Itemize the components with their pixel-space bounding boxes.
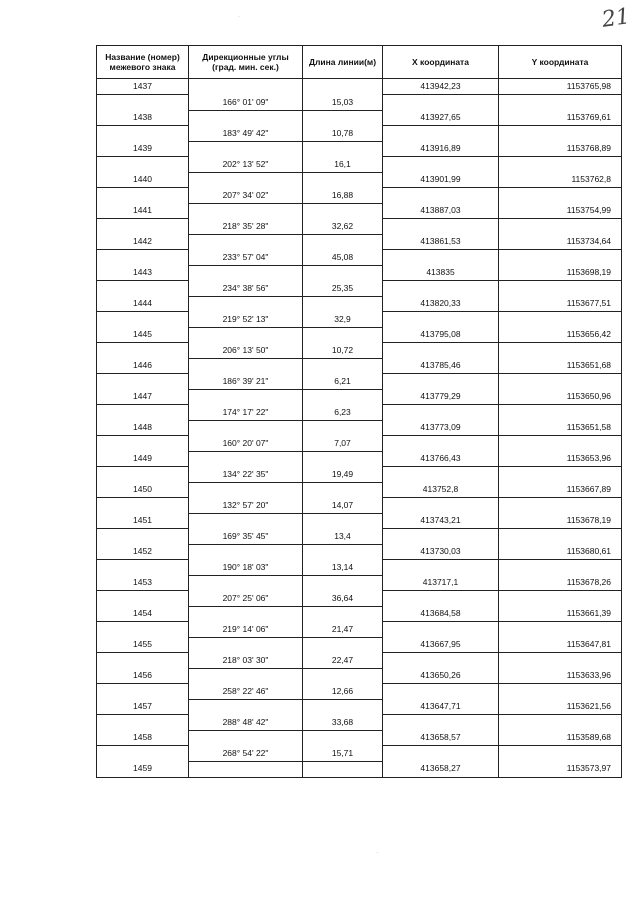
table-body xyxy=(97,79,622,778)
x-coordinate-cell: 413901,99 xyxy=(383,172,499,188)
line-length-cell: 25,35 xyxy=(303,281,383,297)
x-coordinate-cell: 413861,53 xyxy=(383,234,499,250)
y-coordinate-cell xyxy=(499,126,622,142)
direction-angle-cell: 190° 18' 03" xyxy=(189,560,303,576)
line-length-cell: 6,21 xyxy=(303,374,383,390)
mark-row xyxy=(97,761,622,777)
x-coordinate-cell: 413835 xyxy=(383,265,499,281)
direction-angle-cell xyxy=(189,699,303,715)
y-coordinate-cell xyxy=(499,715,622,731)
y-coordinate-cell: 1153653,96 xyxy=(499,451,622,467)
x-coordinate-cell: 413916,89 xyxy=(383,141,499,157)
line-length-cell: 14,07 xyxy=(303,498,383,514)
line-length-cell: 13,14 xyxy=(303,560,383,576)
y-coordinate-cell xyxy=(499,219,622,235)
line-length-cell xyxy=(303,544,383,560)
x-coordinate-cell: 413820,33 xyxy=(383,296,499,312)
line-length-cell: 10,78 xyxy=(303,126,383,142)
direction-angle-cell: 288° 48' 42" xyxy=(189,715,303,731)
x-coordinate-cell: 413650,26 xyxy=(383,668,499,684)
y-coordinate-cell: 1153769,61 xyxy=(499,110,622,126)
mark-name-cell xyxy=(97,529,189,545)
mark-name-cell: 1455 xyxy=(97,637,189,653)
segment-row xyxy=(97,126,622,142)
line-length-cell xyxy=(303,234,383,250)
mark-name-cell xyxy=(97,684,189,700)
line-length-cell: 16,88 xyxy=(303,188,383,204)
y-coordinate-cell: 1153651,68 xyxy=(499,358,622,374)
x-coordinate-cell: 413766,43 xyxy=(383,451,499,467)
direction-angle-cell xyxy=(189,358,303,374)
y-coordinate-cell xyxy=(499,281,622,297)
mark-name-cell xyxy=(97,219,189,235)
y-coordinate-cell: 1153765,98 xyxy=(499,79,622,95)
x-coordinate-cell xyxy=(383,684,499,700)
line-length-cell: 13,4 xyxy=(303,529,383,545)
line-length-cell xyxy=(303,668,383,684)
direction-angle-cell: 233° 57' 04" xyxy=(189,250,303,266)
mark-name-cell xyxy=(97,312,189,328)
direction-angle-cell: 234° 38' 56" xyxy=(189,281,303,297)
header-line-length: Длина линии(м) xyxy=(303,46,383,79)
direction-angle-cell: 186° 39' 21" xyxy=(189,374,303,390)
line-length-cell xyxy=(303,172,383,188)
x-coordinate-cell xyxy=(383,529,499,545)
line-length-cell xyxy=(303,141,383,157)
line-length-cell xyxy=(303,637,383,653)
x-coordinate-cell xyxy=(383,374,499,390)
y-coordinate-cell xyxy=(499,343,622,359)
x-coordinate-cell: 413927,65 xyxy=(383,110,499,126)
header-direction-angle: Дирекционные углы (град. мин. сек.) xyxy=(189,46,303,79)
mark-row xyxy=(97,699,622,715)
mark-name-cell: 1453 xyxy=(97,575,189,591)
x-coordinate-cell: 413647,71 xyxy=(383,699,499,715)
y-coordinate-cell xyxy=(499,684,622,700)
x-coordinate-cell: 413658,27 xyxy=(383,761,499,777)
direction-angle-cell xyxy=(189,234,303,250)
x-coordinate-cell xyxy=(383,560,499,576)
y-coordinate-cell xyxy=(499,374,622,390)
segment-row xyxy=(97,343,622,359)
scan-speck: · xyxy=(376,850,378,856)
x-coordinate-cell: 413773,09 xyxy=(383,420,499,436)
direction-angle-cell xyxy=(189,761,303,777)
y-coordinate-cell: 1153698,19 xyxy=(499,265,622,281)
x-coordinate-cell xyxy=(383,250,499,266)
y-coordinate-cell: 1153621,56 xyxy=(499,699,622,715)
direction-angle-cell xyxy=(189,606,303,622)
mark-row xyxy=(97,172,622,188)
mark-name-cell xyxy=(97,715,189,731)
scan-speck: · xyxy=(238,14,240,20)
mark-row xyxy=(97,296,622,312)
header-mark-name: Название (номер) межевого знака xyxy=(97,46,189,79)
direction-angle-cell xyxy=(189,172,303,188)
y-coordinate-cell: 1153573,97 xyxy=(499,761,622,777)
direction-angle-cell: 268° 54' 22" xyxy=(189,746,303,762)
line-length-cell: 12,66 xyxy=(303,684,383,700)
mark-row xyxy=(97,141,622,157)
segment-row xyxy=(97,746,622,762)
mark-name-cell: 1454 xyxy=(97,606,189,622)
mark-name-cell: 1450 xyxy=(97,482,189,498)
header-y-coordinate: Y координата xyxy=(499,46,622,79)
segment-row xyxy=(97,560,622,576)
y-coordinate-cell: 1153589,68 xyxy=(499,730,622,746)
x-coordinate-cell xyxy=(383,653,499,669)
direction-angle-cell xyxy=(189,265,303,281)
x-coordinate-cell xyxy=(383,95,499,111)
mark-name-cell xyxy=(97,281,189,297)
line-length-cell xyxy=(303,79,383,95)
y-coordinate-cell xyxy=(499,591,622,607)
direction-angle-cell: 169° 35' 45" xyxy=(189,529,303,545)
x-coordinate-cell: 413684,58 xyxy=(383,606,499,622)
line-length-cell xyxy=(303,606,383,622)
segment-row xyxy=(97,405,622,421)
page-number: 21 xyxy=(600,4,632,33)
direction-angle-cell xyxy=(189,420,303,436)
mark-name-cell xyxy=(97,343,189,359)
segment-row xyxy=(97,529,622,545)
mark-row xyxy=(97,327,622,343)
segment-row xyxy=(97,591,622,607)
mark-name-cell: 1459 xyxy=(97,761,189,777)
mark-name-cell: 1437 xyxy=(97,79,189,95)
direction-angle-cell: 218° 35' 28" xyxy=(189,219,303,235)
mark-name-cell: 1442 xyxy=(97,234,189,250)
line-length-cell: 32,62 xyxy=(303,219,383,235)
direction-angle-cell: 207° 25' 06" xyxy=(189,591,303,607)
mark-name-cell: 1451 xyxy=(97,513,189,529)
mark-name-cell: 1440 xyxy=(97,172,189,188)
direction-angle-cell xyxy=(189,451,303,467)
mark-name-cell: 1439 xyxy=(97,141,189,157)
direction-angle-cell xyxy=(189,482,303,498)
line-length-cell: 21,47 xyxy=(303,622,383,638)
line-length-cell xyxy=(303,296,383,312)
x-coordinate-cell: 413667,95 xyxy=(383,637,499,653)
mark-name-cell: 1452 xyxy=(97,544,189,560)
mark-row xyxy=(97,389,622,405)
segment-row xyxy=(97,281,622,297)
mark-row xyxy=(97,637,622,653)
direction-angle-cell: 218° 03' 30" xyxy=(189,653,303,669)
x-coordinate-cell: 413752,8 xyxy=(383,482,499,498)
line-length-cell xyxy=(303,482,383,498)
line-length-cell xyxy=(303,513,383,529)
y-coordinate-cell: 1153661,39 xyxy=(499,606,622,622)
direction-angle-cell xyxy=(189,79,303,95)
y-coordinate-cell: 1153754,99 xyxy=(499,203,622,219)
y-coordinate-cell: 1153678,26 xyxy=(499,575,622,591)
direction-angle-cell: 132° 57' 20" xyxy=(189,498,303,514)
line-length-cell: 16,1 xyxy=(303,157,383,173)
segment-row xyxy=(97,219,622,235)
line-length-cell xyxy=(303,699,383,715)
line-length-cell: 7,07 xyxy=(303,436,383,452)
y-coordinate-cell xyxy=(499,188,622,204)
y-coordinate-cell xyxy=(499,250,622,266)
y-coordinate-cell: 1153768,89 xyxy=(499,141,622,157)
line-length-cell xyxy=(303,420,383,436)
x-coordinate-cell xyxy=(383,126,499,142)
mark-name-cell: 1441 xyxy=(97,203,189,219)
direction-angle-cell: 174° 17' 22" xyxy=(189,405,303,421)
mark-name-cell xyxy=(97,188,189,204)
x-coordinate-cell xyxy=(383,715,499,731)
mark-name-cell: 1445 xyxy=(97,327,189,343)
mark-row xyxy=(97,513,622,529)
x-coordinate-cell xyxy=(383,312,499,328)
y-coordinate-cell: 1153734,64 xyxy=(499,234,622,250)
direction-angle-cell: 206° 13' 50" xyxy=(189,343,303,359)
line-length-cell xyxy=(303,575,383,591)
x-coordinate-cell: 413887,03 xyxy=(383,203,499,219)
y-coordinate-cell xyxy=(499,405,622,421)
direction-angle-cell: 166° 01' 09" xyxy=(189,95,303,111)
y-coordinate-cell: 1153651,58 xyxy=(499,420,622,436)
line-length-cell: 10,72 xyxy=(303,343,383,359)
direction-angle-cell: 207° 34' 02" xyxy=(189,188,303,204)
segment-row xyxy=(97,436,622,452)
y-coordinate-cell: 1153680,61 xyxy=(499,544,622,560)
mark-name-cell: 1456 xyxy=(97,668,189,684)
mark-row xyxy=(97,420,622,436)
segment-row xyxy=(97,250,622,266)
y-coordinate-cell: 1153678,19 xyxy=(499,513,622,529)
y-coordinate-cell xyxy=(499,312,622,328)
x-coordinate-cell xyxy=(383,188,499,204)
direction-angle-cell xyxy=(189,296,303,312)
direction-angle-cell xyxy=(189,668,303,684)
segment-row xyxy=(97,467,622,483)
x-coordinate-cell: 413785,46 xyxy=(383,358,499,374)
mark-row xyxy=(97,358,622,374)
direction-angle-cell xyxy=(189,389,303,405)
y-coordinate-cell: 1153656,42 xyxy=(499,327,622,343)
header-x-coordinate: X координата xyxy=(383,46,499,79)
y-coordinate-cell xyxy=(499,467,622,483)
line-length-cell xyxy=(303,203,383,219)
direction-angle-cell xyxy=(189,141,303,157)
mark-row xyxy=(97,265,622,281)
x-coordinate-cell: 413942,23 xyxy=(383,79,499,95)
mark-row xyxy=(97,482,622,498)
line-length-cell xyxy=(303,761,383,777)
x-coordinate-cell xyxy=(383,219,499,235)
segment-row xyxy=(97,653,622,669)
line-length-cell: 32,9 xyxy=(303,312,383,328)
y-coordinate-cell xyxy=(499,746,622,762)
mark-name-cell xyxy=(97,622,189,638)
segment-row xyxy=(97,498,622,514)
y-coordinate-cell xyxy=(499,157,622,173)
x-coordinate-cell: 413779,29 xyxy=(383,389,499,405)
line-length-cell: 6,23 xyxy=(303,405,383,421)
mark-row xyxy=(97,451,622,467)
y-coordinate-cell: 1153633,96 xyxy=(499,668,622,684)
direction-angle-cell xyxy=(189,203,303,219)
direction-angle-cell xyxy=(189,575,303,591)
x-coordinate-cell xyxy=(383,157,499,173)
coordinates-table-container xyxy=(96,45,621,778)
mark-row xyxy=(97,203,622,219)
direction-angle-cell xyxy=(189,513,303,529)
mark-name-cell: 1448 xyxy=(97,420,189,436)
mark-name-cell: 1447 xyxy=(97,389,189,405)
line-length-cell xyxy=(303,730,383,746)
mark-row xyxy=(97,606,622,622)
mark-name-cell: 1443 xyxy=(97,265,189,281)
x-coordinate-cell: 413743,21 xyxy=(383,513,499,529)
mark-name-cell xyxy=(97,374,189,390)
y-coordinate-cell xyxy=(499,95,622,111)
mark-row xyxy=(97,668,622,684)
x-coordinate-cell xyxy=(383,591,499,607)
y-coordinate-cell: 1153647,81 xyxy=(499,637,622,653)
mark-name-cell: 1438 xyxy=(97,110,189,126)
mark-name-cell: 1444 xyxy=(97,296,189,312)
x-coordinate-cell: 413717,1 xyxy=(383,575,499,591)
x-coordinate-cell: 413730,03 xyxy=(383,544,499,560)
y-coordinate-cell xyxy=(499,622,622,638)
mark-name-cell xyxy=(97,157,189,173)
x-coordinate-cell xyxy=(383,343,499,359)
direction-angle-cell: 202° 13' 52" xyxy=(189,157,303,173)
line-length-cell xyxy=(303,265,383,281)
line-length-cell xyxy=(303,358,383,374)
mark-name-cell: 1446 xyxy=(97,358,189,374)
direction-angle-cell xyxy=(189,637,303,653)
direction-angle-cell xyxy=(189,327,303,343)
segment-row xyxy=(97,684,622,700)
x-coordinate-cell xyxy=(383,467,499,483)
y-coordinate-cell xyxy=(499,653,622,669)
direction-angle-cell: 160° 20' 07" xyxy=(189,436,303,452)
y-coordinate-cell: 1153667,89 xyxy=(499,482,622,498)
line-length-cell: 22,47 xyxy=(303,653,383,669)
line-length-cell: 36,64 xyxy=(303,591,383,607)
mark-name-cell: 1457 xyxy=(97,699,189,715)
mark-name-cell xyxy=(97,560,189,576)
x-coordinate-cell xyxy=(383,436,499,452)
line-length-cell: 33,68 xyxy=(303,715,383,731)
line-length-cell: 19,49 xyxy=(303,467,383,483)
boundary-marks-table xyxy=(96,45,622,778)
direction-angle-cell: 183° 49' 42" xyxy=(189,126,303,142)
direction-angle-cell: 258° 22' 46" xyxy=(189,684,303,700)
line-length-cell: 15,71 xyxy=(303,746,383,762)
segment-row xyxy=(97,157,622,173)
x-coordinate-cell: 413795,08 xyxy=(383,327,499,343)
mark-row xyxy=(97,79,622,95)
segment-row xyxy=(97,622,622,638)
segment-row xyxy=(97,374,622,390)
mark-name-cell: 1458 xyxy=(97,730,189,746)
direction-angle-cell xyxy=(189,110,303,126)
segment-row xyxy=(97,95,622,111)
mark-name-cell xyxy=(97,467,189,483)
segment-row xyxy=(97,312,622,328)
direction-angle-cell: 219° 52' 13" xyxy=(189,312,303,328)
y-coordinate-cell xyxy=(499,498,622,514)
y-coordinate-cell: 1153762,8 xyxy=(499,172,622,188)
x-coordinate-cell xyxy=(383,746,499,762)
line-length-cell xyxy=(303,327,383,343)
segment-row xyxy=(97,188,622,204)
x-coordinate-cell xyxy=(383,405,499,421)
mark-name-cell xyxy=(97,498,189,514)
line-length-cell xyxy=(303,389,383,405)
direction-angle-cell xyxy=(189,544,303,560)
line-length-cell xyxy=(303,110,383,126)
mark-name-cell: 1449 xyxy=(97,451,189,467)
mark-row xyxy=(97,575,622,591)
mark-row xyxy=(97,544,622,560)
mark-name-cell xyxy=(97,436,189,452)
direction-angle-cell: 219° 14' 06" xyxy=(189,622,303,638)
y-coordinate-cell xyxy=(499,560,622,576)
x-coordinate-cell xyxy=(383,498,499,514)
direction-angle-cell xyxy=(189,730,303,746)
mark-name-cell xyxy=(97,126,189,142)
x-coordinate-cell xyxy=(383,281,499,297)
header-row xyxy=(97,46,622,79)
direction-angle-cell: 134° 22' 35" xyxy=(189,467,303,483)
segment-row xyxy=(97,715,622,731)
y-coordinate-cell xyxy=(499,529,622,545)
mark-name-cell xyxy=(97,405,189,421)
mark-name-cell xyxy=(97,653,189,669)
mark-name-cell xyxy=(97,591,189,607)
mark-name-cell xyxy=(97,746,189,762)
y-coordinate-cell: 1153650,96 xyxy=(499,389,622,405)
y-coordinate-cell xyxy=(499,436,622,452)
mark-row xyxy=(97,234,622,250)
mark-name-cell xyxy=(97,95,189,111)
mark-row xyxy=(97,110,622,126)
line-length-cell xyxy=(303,451,383,467)
line-length-cell: 15,03 xyxy=(303,95,383,111)
line-length-cell: 45,08 xyxy=(303,250,383,266)
y-coordinate-cell: 1153677,51 xyxy=(499,296,622,312)
mark-row xyxy=(97,730,622,746)
table-header xyxy=(97,46,622,79)
x-coordinate-cell xyxy=(383,622,499,638)
x-coordinate-cell: 413658,57 xyxy=(383,730,499,746)
mark-name-cell xyxy=(97,250,189,266)
